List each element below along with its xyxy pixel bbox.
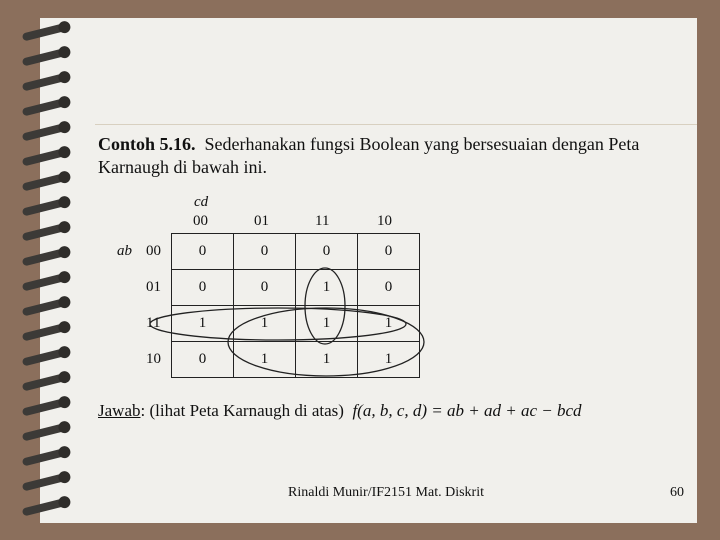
- answer-line: [98, 401, 708, 421]
- kmap-row-header-0: 00: [146, 243, 161, 259]
- kmap-cell: 1: [358, 306, 420, 342]
- answer-text: : (lihat Peta Karnaugh di atas): [140, 401, 344, 420]
- answer-label: Jawab: [98, 401, 141, 420]
- kmap-col-header-1: 01: [254, 213, 269, 229]
- footer-author: Rinaldi Munir/IF2151 Mat. Diskrit: [288, 485, 484, 500]
- answer-formula: f(a, b, c, d) = ab + ad + ac − bcd: [352, 401, 582, 420]
- kmap-row-var: ab: [117, 243, 132, 259]
- kmap-cell: 0: [172, 342, 234, 378]
- group-oval-bcd: [305, 268, 345, 344]
- kmap-cell: 1: [234, 342, 296, 378]
- group-oval-ac-ad: [228, 308, 424, 376]
- kmap-cell: 0: [234, 234, 296, 270]
- kmap-cell: 1: [172, 306, 234, 342]
- kmap-cell: 1: [296, 270, 358, 306]
- kmap-row-header-3: 10: [146, 351, 161, 367]
- kmap-row-header-1: 01: [146, 279, 161, 295]
- kmap-cell: 1: [358, 342, 420, 378]
- kmap-col-header-0: 00: [193, 213, 208, 229]
- kmap-cell: 1: [296, 306, 358, 342]
- kmap-cell: 0: [358, 270, 420, 306]
- page-number: 60: [670, 485, 684, 500]
- kmap-col-header-2: 11: [315, 213, 330, 229]
- kmap-col-header-3: 10: [377, 213, 392, 229]
- kmap-cell: 0: [172, 270, 234, 306]
- kmap-cell: 0: [172, 234, 234, 270]
- kmap-cell: 0: [234, 270, 296, 306]
- example-text: Sederhanakan fungsi Boolean yang bersesuaian dengan Peta Karnaugh di bawah ini.: [98, 134, 640, 177]
- kmap-cell: 0: [296, 234, 358, 270]
- kmap-cell: 0: [358, 234, 420, 270]
- example-label: Contoh 5.16.: [98, 134, 196, 154]
- kmap-cell: 1: [234, 306, 296, 342]
- kmap-cell: 1: [296, 342, 358, 378]
- kmap-col-var: cd: [194, 194, 209, 210]
- kmap-row-header-2: 11: [146, 315, 161, 331]
